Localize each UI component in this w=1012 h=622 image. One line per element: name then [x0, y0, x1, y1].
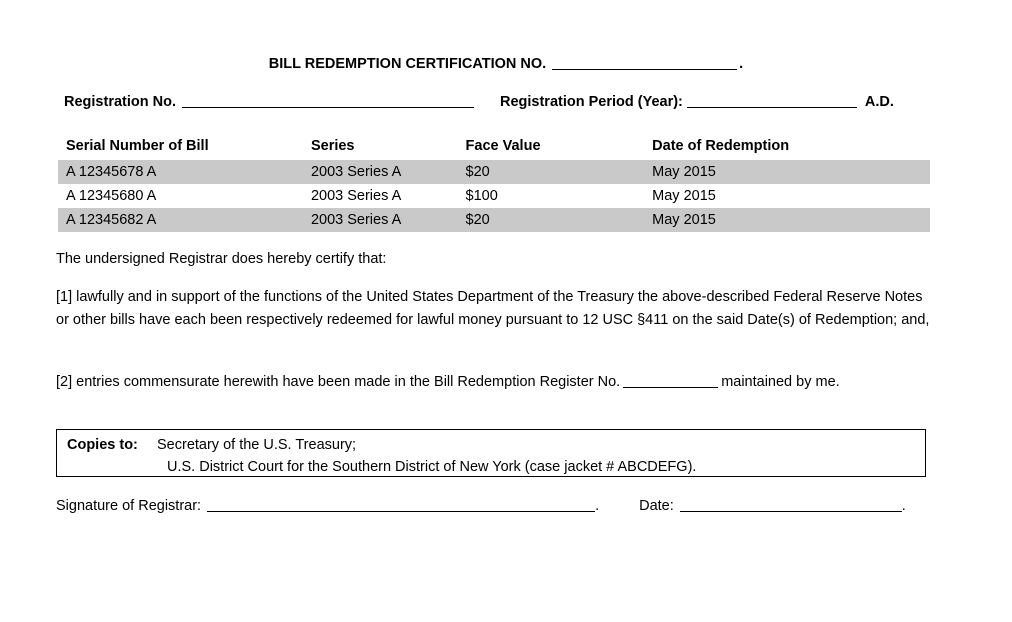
cell-date: May 2015	[644, 160, 930, 184]
table-row	[58, 208, 930, 232]
intro-paragraph: The undersigned Registrar does hereby certify that:	[56, 251, 387, 267]
column-header-series: Series	[310, 138, 355, 154]
table-header-row	[58, 138, 930, 160]
date-label: Date:	[639, 498, 674, 514]
copies-to-label: Copies to:	[67, 437, 138, 453]
registration-no-label: Registration No.	[64, 94, 176, 110]
cell-series: 2003 Series A	[303, 208, 458, 232]
clause-two-text-a: [2] entries commensurate herewith have been made in the Bill Redemption Register No.	[56, 374, 621, 390]
cell-face-value: $20	[458, 160, 645, 184]
cell-serial: A 12345680 A	[66, 188, 157, 204]
cell-series: 2003 Series A	[303, 160, 458, 184]
signature-label: Signature of Registrar:	[56, 498, 202, 514]
copies-line-one: Secretary of the U.S. Treasury;	[157, 437, 357, 453]
cell-date: May 2015	[644, 208, 930, 232]
cell-date: May 2015	[652, 188, 716, 204]
table-row	[58, 160, 930, 184]
cell-face-value: $100	[465, 188, 498, 204]
certification-number-blank	[552, 69, 737, 70]
copies-line-two: U.S. District Court for the Southern District of New York (case jacket # ABCDEFG).	[167, 459, 697, 476]
register-number-blank	[623, 387, 718, 388]
bills-table	[58, 138, 930, 232]
clause-two-paragraph	[56, 371, 932, 394]
cell-serial: A 12345682 A	[58, 208, 303, 232]
signature-period: .	[595, 498, 600, 514]
registration-period-blank	[687, 107, 857, 108]
cell-series: 2003 Series A	[310, 188, 402, 204]
column-header-serial: Serial Number of Bill	[66, 138, 209, 154]
signature-row	[56, 498, 946, 514]
copies-to-box	[56, 429, 926, 477]
certification-title-text: BILL REDEMPTION CERTIFICATION NO.	[268, 56, 547, 72]
registration-period-label: Registration Period (Year):	[499, 94, 683, 110]
column-header-date: Date of Redemption	[652, 138, 790, 154]
certification-title	[0, 56, 1012, 72]
column-header-face-value: Face Value	[465, 138, 541, 154]
registration-row	[64, 94, 944, 110]
clause-two-text-b: maintained by me.	[721, 374, 840, 390]
registration-no-blank	[182, 107, 474, 108]
certification-title-period: .	[739, 56, 744, 72]
cell-face-value: $20	[458, 208, 645, 232]
clause-one-paragraph: [1] lawfully and in support of the functions of the United States Department of the Treasury the above-described Federal Reserve Notes or other bills have each been respectively redeemed for lawful money pursuant to 12 USC §411 on the said Date(s) of Redemption; and,	[56, 289, 930, 329]
date-period: .	[901, 498, 906, 514]
date-blank	[680, 511, 902, 512]
signature-blank	[207, 511, 595, 512]
cell-serial: A 12345678 A	[58, 160, 303, 184]
ad-label: A.D.	[864, 94, 894, 110]
table-row	[58, 184, 930, 208]
